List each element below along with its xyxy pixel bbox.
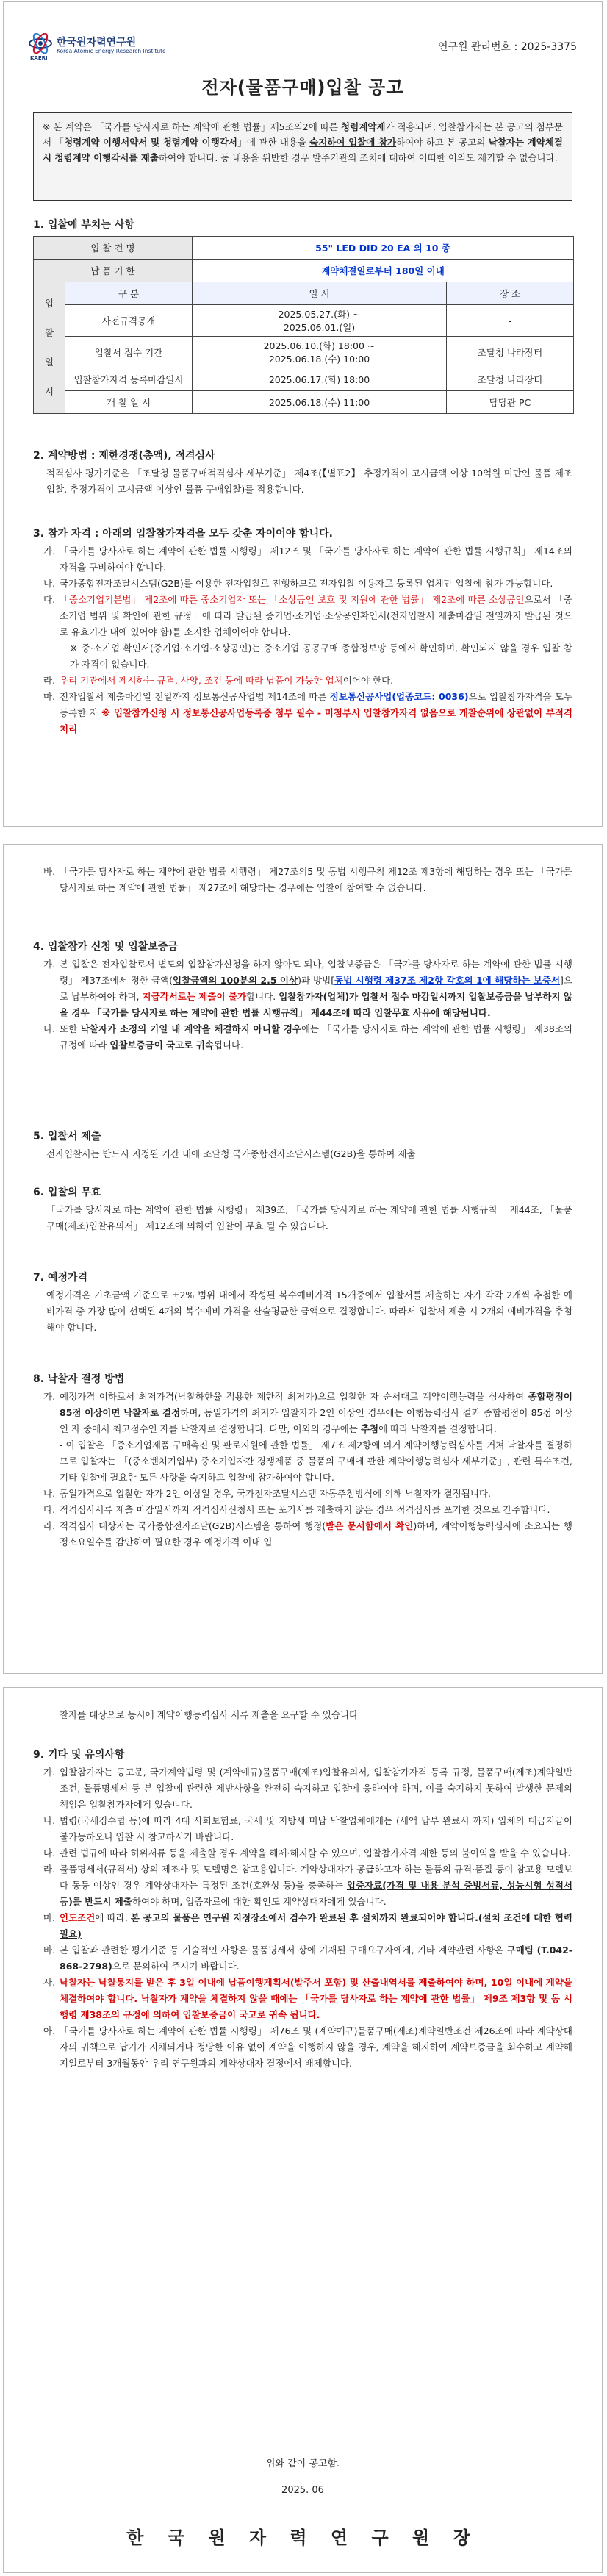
contact-phone: 구매팀 (T.042-868-2798) bbox=[60, 1944, 572, 1972]
section-9-body bbox=[33, 1764, 572, 2072]
item-text: 으로 입찰참가자격을 모두 등록한 자 bbox=[60, 691, 572, 718]
list-item bbox=[43, 1486, 572, 1502]
item-text: 하여야 하며, 입증자료에 대한 확인도 계약상대자에게 있습니다. bbox=[132, 1896, 387, 1907]
col-header-div: 구 분 bbox=[65, 282, 193, 305]
bid-info-table bbox=[33, 236, 574, 414]
row-place: 담당관 PC bbox=[447, 391, 574, 414]
schedule-label bbox=[34, 282, 65, 414]
section-2-title: 2. 계약방법 : 제한경쟁(총액), 적격심사 bbox=[33, 450, 215, 462]
item-marker: 라. bbox=[43, 1864, 56, 1875]
item-text-warning: 지급각서로는 제출이 불가 bbox=[142, 991, 247, 1002]
item-text: 이어야 한다. bbox=[342, 675, 394, 686]
item-text: 에 따라 낙찰자를 결정합니다. bbox=[378, 1423, 497, 1434]
row-date-line-1: 2025.06.10.(화) 18:00 ~ bbox=[263, 340, 376, 351]
section-8-body bbox=[33, 1389, 572, 1550]
list-item bbox=[43, 543, 572, 576]
section-8-title: 8. 낙찰자 결정 방법 bbox=[33, 1373, 125, 1385]
section-8-continued: 찰자를 대상으로 동시에 계약이행능력심사 서류 제출을 요구할 수 있습니다 bbox=[60, 1709, 359, 1720]
item-text: 또한 bbox=[60, 1023, 81, 1034]
page-title: 전자(물품구매)입찰 공고 bbox=[201, 77, 404, 98]
item-marker: 나. bbox=[43, 578, 56, 589]
list-item bbox=[43, 592, 572, 640]
row-date-line-2: 2025.06.18.(수) 10:00 bbox=[268, 354, 370, 365]
integrity-notice bbox=[33, 112, 572, 201]
page-3 bbox=[3, 1687, 603, 2573]
item-text: 전자입찰서 제출마감일 전일까지 정보통신공사업법 제14조에 따른 bbox=[60, 691, 330, 702]
list-item bbox=[43, 1502, 572, 1518]
item-marker: 나. bbox=[43, 1023, 56, 1034]
notice-text-5: 」에 관한 내용을 bbox=[237, 137, 310, 148]
row-date: 2025.06.18.(수) 11:00 bbox=[193, 391, 447, 414]
item-marker: 바. bbox=[43, 1944, 56, 1956]
closing-date: 2025. 06 bbox=[281, 2485, 324, 2496]
list-note: ※ 중·소기업 확인서(중기업·소기업·소상공인)는 중소기업 공공구매 종합정보망 등에서 확인하며, 확인되지 않을 경우 입찰 참가 자격이 없습니다. bbox=[70, 643, 572, 670]
signer-title: 한 국 원 자 력 연 구 원 장 bbox=[126, 2527, 479, 2548]
notice-text-3: 가 적용되며, 입찰참가자는 본 공고의 첨부문서 「 bbox=[43, 121, 563, 148]
item-marker: 바. bbox=[43, 866, 56, 877]
section-9-title: 9. 기타 및 유의사항 bbox=[33, 1749, 125, 1761]
kaeri-logo-icon bbox=[29, 33, 52, 54]
row-date: 2025.06.17.(화) 18:00 bbox=[193, 368, 447, 391]
page-1 bbox=[3, 1, 603, 827]
row-place: 조달청 나라장터 bbox=[447, 337, 574, 368]
table-row bbox=[34, 305, 574, 337]
item-text-emph: 낙찰자가 소정의 기일 내 계약을 체결하지 아니할 경우 bbox=[80, 1023, 301, 1034]
section-2-body: 적격심사 평가기준은 「조달청 물품구매적격심사 세부기준」 제4조(【별표2】 추정가격이 고시금액 이상 10억원 미만인 물품 제조입찰, 추정가격이 고시금액 이상인 물품 구매입찰)를 적용합니다. bbox=[46, 468, 572, 495]
item-text-emph: 입찰금액의 100분의 2.5 이상 bbox=[173, 975, 298, 986]
section-1-title: 1. 입찰에 부치는 사항 bbox=[33, 219, 134, 231]
item-text: )하며, 계약이행능력심사에 소요되는 행정소요일수를 감안하여 필요한 경우 예정가격 이내 입 bbox=[60, 1520, 572, 1548]
item-marker: 나. bbox=[43, 1815, 56, 1826]
item-text: 법령(국세징수법 등)에 따라 4대 사회보험료, 국세 및 지방세 미납 낙찰업체에게는 (세액 납부 완료시 까지) 입체의 대금지급이 불가능하오니 입찰 시 참고하시기 바랍니다. bbox=[60, 1815, 572, 1842]
list-item bbox=[43, 1975, 572, 2023]
bid-name-label: 입 찰 건 명 bbox=[34, 237, 193, 260]
item-text-highlight: 동법 시행령 제37조 제2항 각호의 1에 해당하는 보증서 bbox=[334, 975, 561, 986]
management-number bbox=[438, 39, 577, 54]
section-3-body bbox=[33, 543, 572, 737]
item-text: 「국가를 당사자로 하는 계약에 관한 법률 시행령」 제76조 및 (계약예규)물품구매(제조)계약일반조건 제26조에 따라 계약상대자의 귀책으로 납기가 지체되거나 정당한 이유 없이 계약을 이행하지 않을 경우, 계약을 해지하여 계약보증금을 회수하고 계약해지일로부터 3개월동안 우리 연구원과의 계약상대자 결정에서 배제합니다. bbox=[60, 2025, 572, 2069]
list-item bbox=[43, 864, 572, 896]
item-marker: 나. bbox=[43, 1488, 56, 1499]
item-text: 관련 법규에 따라 허위서류 등을 제출할 경우 계약을 해제·해지할 수 있으며, 입찰참가자격 제한 등의 불이익을 받을 수 있습니다. bbox=[60, 1847, 571, 1858]
item-text: 본 입찰과 관련한 평가기준 등 기술적인 사항은 물품명세서 상에 기재된 구매요구자에게, 기타 계약관련 사항은 bbox=[60, 1944, 507, 1956]
item-text-highlight: 「중소기업기본법」 제2조에 따른 중소기업자 또는 「소상공인 보호 및 지원에 관한 법률」 제2조에 따른 소상공인 bbox=[60, 594, 525, 605]
item-marker: 다. bbox=[43, 1847, 56, 1858]
list-item bbox=[43, 1813, 572, 1845]
item-marker: 마. bbox=[43, 1912, 56, 1923]
item-text-highlight: 인도조건 bbox=[60, 1912, 96, 1923]
table-row bbox=[34, 260, 574, 282]
section-3-continued bbox=[33, 864, 572, 896]
list-item bbox=[43, 1764, 572, 1813]
item-text: 합니다. bbox=[246, 991, 279, 1002]
col-header-place: 장 소 bbox=[447, 282, 574, 305]
list-item bbox=[43, 689, 572, 737]
list-item bbox=[43, 1845, 572, 1861]
notice-text-4: 청렴계약 이행서약서 및 청렴계약 이행각서 bbox=[64, 137, 237, 148]
row-div: 개 찰 일 시 bbox=[65, 391, 193, 414]
row-div: 입찰참가자격 등록마감일시 bbox=[65, 368, 193, 391]
header bbox=[29, 27, 577, 64]
item-text-warning: 낙찰자는 낙찰통지를 받은 후 3일 이내에 납품이행계획서(발주서 포함) 및 산출내역서를 제출하여야 하며, 10일 이내에 계약을 체결하여야 합니다. 낙찰자가 계약을 체결하지 않을 때에는 「국가를 당사자로 하는 계약에 관한 법률」 제9조 제3항 및 동 시행령 제38조의 규정에 의하여 입찰보증금이 국고로 귀속 됩니다. bbox=[60, 1977, 572, 2020]
notice-text-8: 낙찰자는 계약체결 시 청렴계약 이행각서를 제출 bbox=[43, 137, 563, 163]
item-text-highlight: 받은 문서함에서 확인 bbox=[326, 1520, 414, 1531]
item-text: 됩니다. bbox=[213, 1040, 244, 1051]
row-date bbox=[193, 337, 447, 368]
item-text: 본 입찰은 전자입찰로서 별도의 입찰참가신청을 하지 않아도 되나, 입찰보증금은 「국가를 당사자로 하는 계약에 관한 법률 시행령」 제37조에서 정한 금액( bbox=[60, 959, 572, 986]
list-item bbox=[43, 1910, 572, 1942]
row-place: 조달청 나라장터 bbox=[447, 368, 574, 391]
item-text: )과 방법[ bbox=[298, 975, 335, 986]
item-text: 「국가를 당사자로 하는 계약에 관한 법률 시행령」 제27조의5 및 동법 시행규칙 제12조 제3항에 해당하는 경우 또는 「국가를 당사자로 하는 계약에 관한 법률」 제27조에 해당하는 경우에는 입찰에 참여할 수 없습니다. bbox=[60, 866, 572, 893]
kaeri-logo bbox=[29, 27, 190, 64]
table-row bbox=[34, 337, 574, 368]
row-date-line-1: 2025.05.27.(화) ~ bbox=[278, 309, 361, 320]
notice-text-1: ※ 본 계약은 「국가를 당사자로 하는 계약에 관한 법률」제5조의2에 따른 bbox=[43, 121, 342, 132]
item-text: 국가종합전자조달시스템(G2B)를 이용한 전자입찰로 진행하므로 전자입찰 이용자로 등록된 업체만 입찰에 참가 가능합니다. bbox=[60, 578, 553, 589]
item-marker: 다. bbox=[43, 1504, 56, 1515]
management-number-value: 2025-3375 bbox=[520, 41, 577, 53]
section-4-body bbox=[33, 956, 572, 1053]
page-2 bbox=[3, 844, 603, 1674]
col-header-date: 일 시 bbox=[193, 282, 447, 305]
list-note: - 이 입찰은 「중소기업제품 구매촉진 및 판로지원에 관한 법률」 제7조 제2항에 의거 계약이행능력심사를 거쳐 낙찰자를 결정하므로 입찰자는 「(중소벤처기업부) 중소기업자간 경쟁제품 중 물품의 구매에 관한 계약이행능력심사 세부기준」, 관련 특수조건, 기타 입찰에 필요한 모든 사항을 숙지하고 입찰에 참가하여야 합니다. bbox=[60, 1439, 572, 1483]
section-6-title: 6. 입찰의 무효 bbox=[33, 1187, 101, 1198]
item-text-emph: 추첨 bbox=[360, 1423, 379, 1434]
list-item bbox=[43, 956, 572, 1021]
list-item bbox=[43, 673, 572, 689]
item-marker: 사. bbox=[43, 1977, 56, 1988]
org-name-ko: 한국원자력연구원 bbox=[57, 37, 137, 49]
list-item bbox=[43, 1942, 572, 1975]
item-text-highlight: 정보통신공사업(업종코드: 0036) bbox=[329, 691, 469, 702]
item-text: 동일가격으로 입찰한 자가 2인 이상일 경우, 국가전자조달시스템 자동추첨방식에 의해 낙찰자가 결정됩니다. bbox=[60, 1488, 491, 1499]
item-text-emph: 입찰보증금이 국고로 귀속 bbox=[109, 1040, 214, 1051]
closing-statement: 위와 같이 공고함. bbox=[265, 2458, 340, 2469]
section-3-title: 3. 참가 자격 : 아래의 입찰참가자격을 모두 갖춘 자이어야 합니다. bbox=[33, 528, 333, 540]
list-item bbox=[43, 2023, 572, 2072]
section-5-title: 5. 입찰서 제출 bbox=[33, 1131, 101, 1142]
row-date bbox=[193, 305, 447, 337]
item-marker: 다. bbox=[43, 594, 56, 605]
item-text: 물품명세서(규격서) 상의 제조사 및 모델명은 참고용입니다. 계약상대자가 공급하고자 하는 물품의 규격·품질 등이 참고용 모델보다 동등 이상인 경우 계약상대자는 특정된 조건(호환성 등)을 충족하는 bbox=[60, 1864, 572, 1891]
table-row bbox=[34, 282, 574, 305]
row-div: 사전규격공개 bbox=[65, 305, 193, 337]
item-marker: 라. bbox=[43, 1520, 56, 1531]
table-row bbox=[34, 237, 574, 260]
delivery-value: 계약체결일로부터 180일 이내 bbox=[193, 260, 574, 282]
row-div: 입찰서 접수 기간 bbox=[65, 337, 193, 368]
item-marker: 가. bbox=[43, 959, 56, 970]
item-text: 적격심사 대상자는 국가종합전자조달(G2B)시스템을 통하여 행정( bbox=[60, 1520, 326, 1531]
notice-text-6: 숙지하여 입찰에 참가 bbox=[309, 137, 397, 148]
item-text-emph: 종합평점이 85점 이상이면 낙찰자로 결정 bbox=[60, 1391, 572, 1418]
item-text: 에는 「국가를 당사자로 하는 계약에 관한 법률 시행령」 제38조의 규정에 따라 bbox=[60, 1023, 572, 1051]
item-marker: 마. bbox=[43, 691, 56, 702]
delivery-label: 납 품 기 한 bbox=[34, 260, 193, 282]
table-row bbox=[34, 368, 574, 391]
item-marker: 라. bbox=[43, 675, 56, 686]
item-text: 「국가를 당사자로 하는 계약에 관한 법률 시행령」 제12조 및 「국가를 당사자로 하는 계약에 관한 법률 시행규칙」 제14조의 자격을 구비하여야 합니다. bbox=[60, 545, 572, 573]
item-text: 적격심사서류 제출 마감일시까지 적격심사신청서 또는 포기서를 제출하지 않은 경우 적격심사를 포기한 것으로 간주합니다. bbox=[60, 1504, 550, 1515]
notice-text-2: 청렴계약제 bbox=[341, 121, 386, 132]
item-text-warning: ※ 입찰참가신청 시 정보통신공사업등록증 첨부 필수 - 미첨부시 입찰참가자격 없음으로 개찰순위에 상관없이 부적격 처리 bbox=[60, 707, 572, 734]
list-item bbox=[43, 1518, 572, 1550]
notice-text-9: 하여야 합니다. 동 내용을 위반한 경우 발주기관의 조치에 대하여 어떠한 이의도 제기할 수 없습니다. bbox=[158, 152, 558, 163]
row-date-line-2: 2025.06.01.(일) bbox=[283, 322, 356, 333]
item-text: 하며, 동일가격의 최저가 입찰자가 2인 이상인 경우에는 이행능력심사 결과 종합평점이 85점 이상인 자 중에서 최고점수인 자를 낙찰자로 결정합니다. 다만, 이외의 경우에는 bbox=[60, 1407, 572, 1434]
management-number-label: 연구원 관리번호 : bbox=[437, 41, 521, 53]
item-text: 으로 문의하여 주시기 바랍니다. bbox=[112, 1961, 240, 1972]
item-text-emph: 입증자료(가격 및 내용 분석 증빙서류, 성능시험 성적서 등)를 반드시 제출 bbox=[60, 1880, 572, 1907]
item-text: 으로서 「중소기업 범위 및 확인에 관한 규정」에 따라 발급된 중기업·소기업·소상공인확인서(전자입찰서 제출마감일 전일까지 발급된 것으로 유효기간 내에 있어야 함)를 소지한 업체이어야 합니다. bbox=[60, 594, 572, 637]
org-name-en: Korea Atomic Energy Research Institute bbox=[57, 48, 166, 54]
org-abbr: KAERI bbox=[30, 55, 48, 61]
row-place: - bbox=[447, 305, 574, 337]
section-6-body: 「국가를 당사자로 하는 계약에 관한 법률 시행령」 제39조, 「국가를 당사자로 하는 계약에 관한 법률 시행규칙」 제44조, 「물품구매(제조)입찰유의서」 제12조에 의하여 입찰이 무효 될 수 있습니다. bbox=[46, 1204, 572, 1231]
item-text: ]으로 납부하여야 하며, bbox=[60, 975, 572, 1002]
list-item bbox=[43, 576, 572, 592]
list-item bbox=[43, 1861, 572, 1910]
item-marker: 가. bbox=[43, 545, 56, 557]
list-item bbox=[43, 1021, 572, 1053]
item-marker: 가. bbox=[43, 1767, 56, 1778]
notice-text-7: 하여야 하고 본 공고의 bbox=[396, 137, 489, 148]
section-7-title: 7. 예정가격 bbox=[33, 1272, 88, 1284]
table-row bbox=[34, 391, 574, 414]
item-marker: 아. bbox=[43, 2025, 56, 2036]
bid-name-value: 55" LED DID 20 EA 외 10 종 bbox=[193, 237, 574, 260]
item-text: 입찰참가자는 공고문, 국가계약법령 및 (계약예규)물품구매(제조)입찰유의서, 입찰참가자격 등록 규정, 물품구매(제조)계약일반조건, 물품명세서 등 본 입찰에 관련한 제반사항을 완전히 숙지하고 입찰에 응하여야 하며, 이를 숙지하지 못하여 발생한 문제의 책임은 입찰참가자에게 있습니다. bbox=[60, 1767, 572, 1810]
item-text: 예정가격 이하로서 최저가격(낙찰하한율 적용한 제한적 최저가)으로 입찰한 자 순서대로 계약이행능력을 심사하여 bbox=[60, 1391, 528, 1402]
section-4-title: 4. 입찰참가 신청 및 입찰보증금 bbox=[33, 941, 178, 953]
item-text: 에 따라, bbox=[95, 1912, 131, 1923]
item-text-highlight: 우리 기관에서 제시하는 규격, 사양, 조건 등에 따라 납품이 가능한 업체 bbox=[60, 675, 343, 686]
list-item bbox=[43, 1389, 572, 1437]
schedule-label-text: 입찰일시 bbox=[44, 298, 54, 397]
item-marker: 가. bbox=[43, 1391, 56, 1402]
item-text-emph: 본 공고의 물품은 연구원 지정장소에서 검수가 완료된 후 설치까지 완료되어야 합니다.(설치 조건에 대한 협력 필요) bbox=[60, 1912, 572, 1939]
section-5-body: 전자입찰서는 반드시 지정된 기간 내에 조달청 국가종합전자조달시스템(G2B)을 통하여 제출 bbox=[46, 1148, 416, 1159]
item-text-emph: 입찰참가자(업체)가 입찰서 접수 마감일시까지 입찰보증금을 납부하지 않을 경우 「국가를 당사자로 하는 계약에 관한 법률 시행규칙」 제44조에 따라 입찰무효 사유에 해당됩니다. bbox=[60, 991, 573, 1018]
section-7-body: 예정가격은 기초금액 기준으로 ±2% 범위 내에서 작성된 복수예비가격 15개중에서 입찰서를 제출하는 자가 각각 2개씩 추첨한 예비가격 중 가장 많이 선택된 4개의 복수예비 가격을 산술평균한 금액으로 결정합니다. 따라서 입찰서 제출 시 2개의 예비가격을 추첨해야 합니다. bbox=[46, 1289, 572, 1333]
